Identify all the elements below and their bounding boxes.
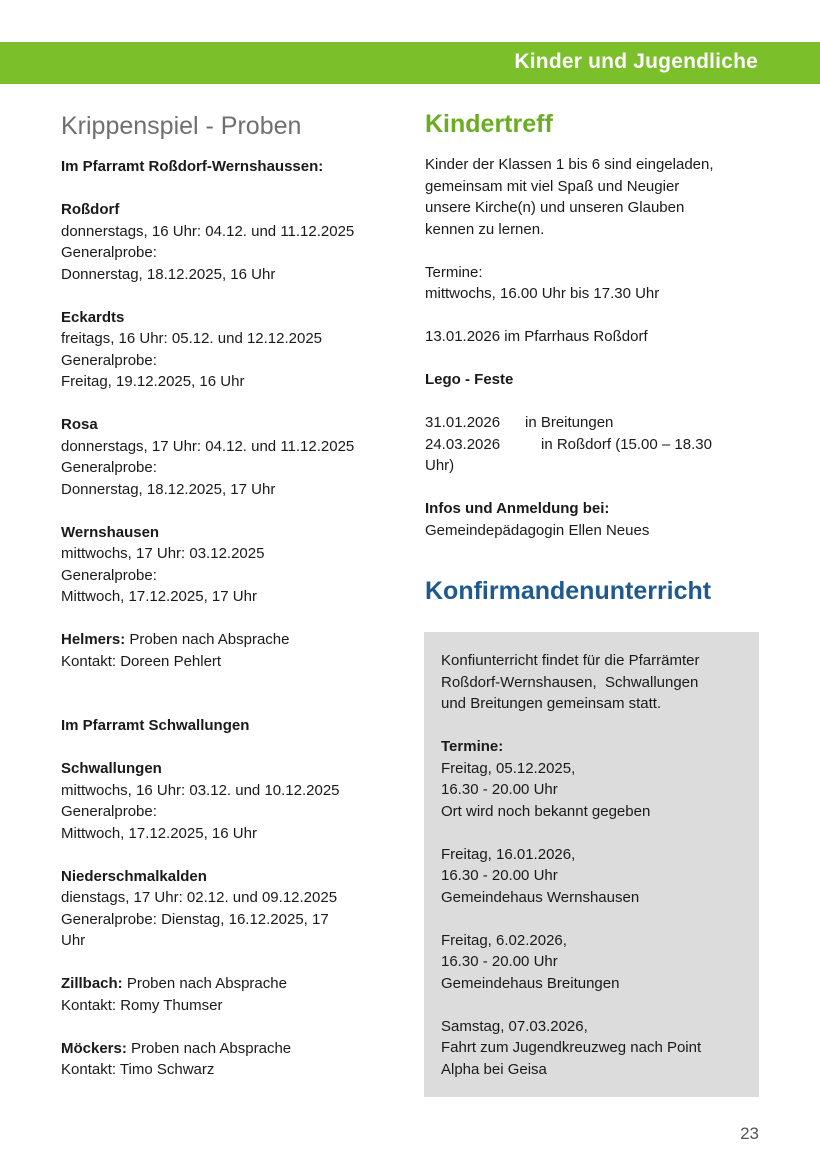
dress-rehearsal-date: Mittwoch, 17.12.2025, 16 Uhr [61,824,257,842]
infos-block [425,498,765,541]
konfirmanden-box [424,632,759,1097]
termin-place: Gemeindehaus Breitungen [441,974,620,992]
termin-place: Ort wird noch bekannt gegeben [441,802,651,820]
niederschmalkalden-block [61,866,406,952]
eckardts-block [61,307,406,393]
intro-line: Roßdorf-Wernshausen, Schwallungen [441,673,699,691]
rehearsal-dates: donnerstags, 16 Uhr: 04.12. und 11.12.2025 [61,222,355,240]
wernshausen-block [61,522,406,608]
termin-desc-cont: Alpha bei Geisa [441,1060,547,1078]
dress-rehearsal-label: Generalprobe: [61,244,157,261]
dress-rehearsal-date: Donnerstag, 18.12.2025, 16 Uhr [61,265,276,283]
termin-date: Freitag, 6.02.2026, [441,931,567,949]
rehearsal-dates: dienstags, 17 Uhr: 02.12. und 09.12.2025 [61,889,338,906]
rehearsal-note: Proben nach Absprache [122,975,287,992]
intro-line: kennen zu lernen. [425,220,545,238]
dress-rehearsal-date: Mittwoch, 17.12.2025, 17 Uhr [61,588,257,605]
konfirmanden-termin-1 [441,736,751,822]
dress-rehearsal-label: Generalprobe: [61,566,157,584]
intro-line: und Breitungen gemeinsam statt. [441,695,662,712]
location-name: Schwallungen [61,760,162,777]
rosa-block [61,414,406,500]
konfirmanden-heading: Konfirmandenunterricht [425,576,712,605]
konfirmanden-termin-3 [441,930,751,995]
lego-place: in Roßdorf (15.00 – 18.30 [541,435,712,453]
dress-rehearsal-label: Generalprobe: [61,351,157,369]
konfirmanden-intro [441,650,751,715]
zillbach-block [61,973,406,1016]
schwallungen-block [61,758,406,844]
section-header-bar [0,42,820,84]
termin-desc: Fahrt zum Jugendkreuzweg nach Point [441,1039,702,1056]
dress-rehearsal-date: Donnerstag, 18.12.2025, 17 Uhr [61,480,276,498]
lego-feste-dates [425,412,765,477]
termin-date: Freitag, 05.12.2025, [441,759,576,777]
konfirmanden-termin-4 [441,1016,751,1081]
kindertreff-heading: Kindertreff [425,110,553,138]
helmers-block [61,629,406,672]
rehearsal-note: Proben nach Absprache [126,1039,292,1057]
moeckers-block [61,1038,406,1081]
rehearsal-dates: mittwochs, 16 Uhr: 03.12. und 10.12.2025 [61,781,340,799]
intro-line: gemeinsam mit viel Spaß und Neugier [425,177,680,195]
termin-time: 16.30 - 20.00 Uhr [441,781,558,798]
location-name: Zillbach: [61,975,123,992]
rehearsal-dates: donnerstags, 17 Uhr: 04.12. und 11.12.2025 [61,437,355,455]
krippenspiel-heading: Krippenspiel - Proben [61,112,302,140]
termine-label: Termine: [425,263,483,281]
lego-date: 31.01.2026 [425,414,501,431]
rehearsal-dates: freitags, 16 Uhr: 05.12. und 12.12.2025 [61,330,323,347]
dress-rehearsal-date: Uhr [61,932,86,949]
location-name: Niederschmalkalden [61,867,207,885]
location-name: Möckers: [61,1039,127,1057]
dress-rehearsal-label: Generalprobe: [61,803,157,820]
section-title: Kinder und Jugendliche [514,50,758,73]
krippenspiel-column [61,110,406,1102]
date-line: 13.01.2026 im Pfarrhaus Roßdorf [425,328,648,345]
konfirmanden-termin-2 [441,844,751,909]
rossdorf-block [61,199,406,285]
kindertreff-date [425,326,765,348]
kindertreff-termine [425,262,765,305]
infos-contact: Gemeindepädagogin Ellen Neues [425,521,650,539]
termin-date: Freitag, 16.01.2026, [441,845,576,863]
intro-line: Konfiunterricht findet für die Pfarrämter [441,652,700,669]
intro-line: unsere Kirche(n) und unseren Glauben [425,199,685,216]
pfarramt-schwallungen-heading: Im Pfarramt Schwallungen [61,717,250,734]
location-name: Rosa [61,416,98,433]
lego-feste-heading-block [425,369,765,391]
pfarramt-rossdorf-heading: Im Pfarramt Roßdorf-Wernshaussen: [61,158,324,175]
page-number: 23 [740,1124,759,1143]
rehearsal-note: Proben nach Absprache [125,631,290,648]
intro-line: Kinder der Klassen 1 bis 6 sind eingeladen, [425,156,714,173]
location-name: Wernshausen [61,523,160,541]
lego-date: 24.03.2026 [425,435,501,453]
contact-person: Kontakt: Doreen Pehlert [61,652,222,670]
termin-time: 16.30 - 20.00 Uhr [441,867,558,884]
termin-time: 16.30 - 20.00 Uhr [441,953,558,970]
kindertreff-column [425,108,765,619]
termine-label: Termine: [441,738,504,755]
lego-feste-heading: Lego - Feste [425,371,514,388]
infos-label: Infos und Anmeldung bei: [425,500,610,517]
termin-place: Gemeindehaus Wernshausen [441,888,640,906]
lego-place: in Breitungen [525,414,614,431]
location-name: Eckardts [61,308,125,326]
contact-person: Kontakt: Timo Schwarz [61,1061,215,1078]
contact-person: Kontakt: Romy Thumser [61,996,223,1014]
location-name: Helmers: [61,631,126,648]
termine-text: mittwochs, 16.00 Uhr bis 17.30 Uhr [425,285,660,302]
rehearsal-dates: mittwochs, 17 Uhr: 03.12.2025 [61,545,265,562]
termin-date: Samstag, 07.03.2026, [441,1017,588,1035]
location-name: Roßdorf [61,201,120,218]
kindertreff-intro [425,154,765,240]
lego-place-cont: Uhr) [425,457,455,474]
dress-rehearsal-date: Freitag, 19.12.2025, 16 Uhr [61,373,245,390]
dress-rehearsal-label: Generalprobe: [61,459,157,476]
dress-rehearsal-label: Generalprobe: Dienstag, 16.12.2025, 17 [61,910,329,928]
